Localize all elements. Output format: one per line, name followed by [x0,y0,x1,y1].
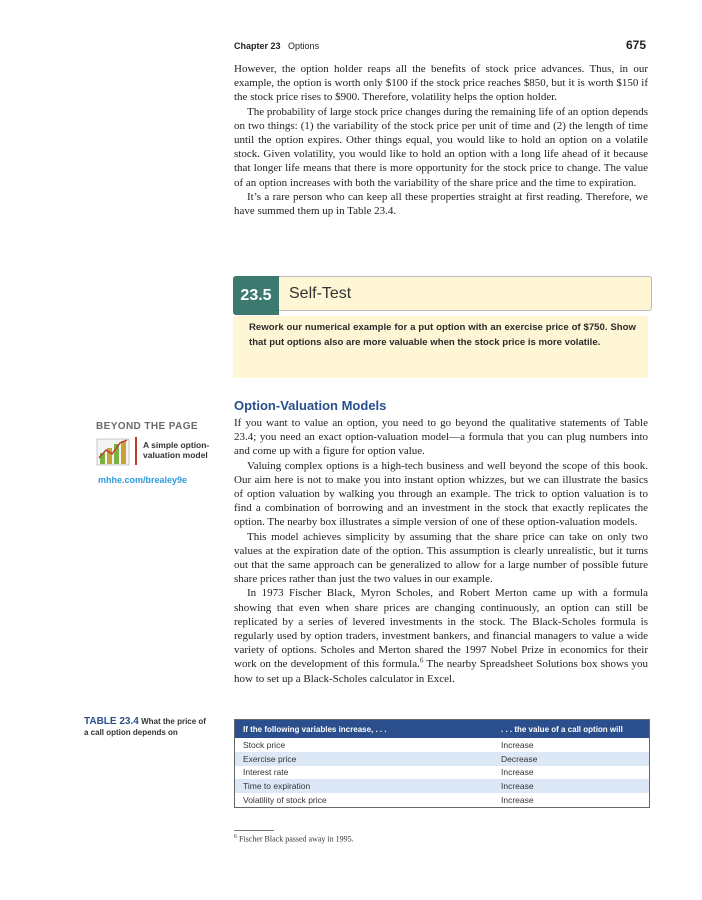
chapter-name: Options [288,41,320,51]
column-header: If the following variables increase, . . . [243,724,387,734]
intro-text [234,62,648,218]
page-number: 675 [626,38,647,52]
chapter-label: Chapter 23 [234,41,281,51]
table-label: TABLE 23.4 [84,716,139,727]
footnote-number: 6 [234,834,237,840]
divider [135,437,137,465]
table-cell: Interest rate [243,767,289,778]
table-row [235,752,649,766]
paragraph [234,586,648,685]
footnote [234,834,354,844]
footnote-marker: 6 [419,656,424,665]
table-caption-line: a call option depends on [84,727,178,737]
paragraph: The probability of large stock price changes during the remaining life of an option depends on two things: (1) the variability of the stock price per unit of time and (2) the length of time until the option expires. Other things equal, you would like to hold an option on a volatile stock. Given volatility, you would like to hold an option with a long life ahead of it because that longer life means that there is more opportunity for the stock price to change. The value of an option increases with both the variability of the share price and the time to expiration. [234,105,648,189]
table-row [235,793,649,807]
paragraph-text: In 1973 Fischer Black, Myron Scholes, and Robert Merton came up with a formula showing that even when share prices are changing continuously, an option can still be replicated by a series of levered investments in the stock. The Black-Scholes formula is regularly used by option traders, investment bankers, and financial managers to value a wide variety of options. Scholes and Merton shared the 1997 Nobel Prize in economics for their work on the development of this formula. [234,587,648,671]
footnote-text: Fischer Black passed away in 1995. [239,834,354,844]
table-23-4 [234,719,650,808]
paragraph: Valuing complex options is a high-tech business and well beyond the scope of this book. Our aim here is not to make you into instant option whizzes, but we can illustrate the basics of option valuation by walking you through an example. The trick to option valuation is to find a combination of borrowing and an investment in the stock that exactly replicates the option. The nearby box illustrates a simple version of one of these option-valuation models. [234,459,648,529]
table-cell: Stock price [243,739,286,750]
table-row [235,766,649,780]
paragraph: This model achieves simplicity by assuming that the share price can take on only two values at the expiration date of the option. This assumption is clearly unrealistic, but it turns out that the same approach can be generalized to allow for a large number of possible future share prices rather than just the two values in our example. [234,530,648,586]
table-row [235,779,649,793]
paragraph: If you want to value an option, you need to go beyond the qualitative statements of Table 23.4; you need an exact option-valuation model—a formula that you can plug numbers into and come up with a figure for option value. [234,417,648,458]
table-cell: Increase [501,795,534,806]
footnote-rule [234,830,274,831]
self-test-body [233,316,648,378]
table-caption [84,717,230,738]
self-test-text: Rework our numerical example for a put option with an exercise price of $750. Show that put options also are more valuable when the stock price is more volatile. [249,322,636,348]
table-row [235,738,649,752]
self-test-box [233,276,652,378]
table-cell: Increase [501,739,534,750]
paragraph: However, the option holder reaps all the benefits of stock price advances. Thus, in our example, the option is worth only $100 if the stock price reaches $850, but it is worth $150 if the stock price rises to $900. Therefore, volatility helps the option holder. [234,63,648,104]
beyond-the-page-description [143,440,209,460]
section-heading: Option-Valuation Models [234,398,387,413]
beyond-the-page-title: BEYOND THE PAGE [96,421,198,432]
paragraph: It’s a rare person who can keep all these properties straight at first reading. Therefore, we have summed them up in Table 23.4. [234,190,648,218]
self-test-title: Self-Test [289,285,352,302]
chart-icon [96,436,130,466]
table-cell: Volatility of stock price [243,795,327,806]
description-line: valuation model [143,450,208,460]
table-caption-line: What the price of [141,717,206,726]
description-line: A simple option- [143,440,210,450]
table-cell: Time to expiration [243,781,311,792]
running-header [234,41,319,51]
table-cell: Increase [501,767,534,778]
table-header-row [235,720,649,738]
beyond-the-page-link[interactable]: mhhe.com/brealey9e [98,475,188,485]
table-cell: Decrease [501,753,538,764]
column-header: . . . the value of a call option will [501,724,623,734]
self-test-number: 23.5 [233,276,279,315]
section-text [234,416,648,686]
paragraph-text: The nearby Spreadsheet Solutions box shows you how to set up a Black-Scholes calculator in Excel. [234,658,648,685]
table-cell: Increase [501,781,534,792]
table-cell: Exercise price [243,753,297,764]
